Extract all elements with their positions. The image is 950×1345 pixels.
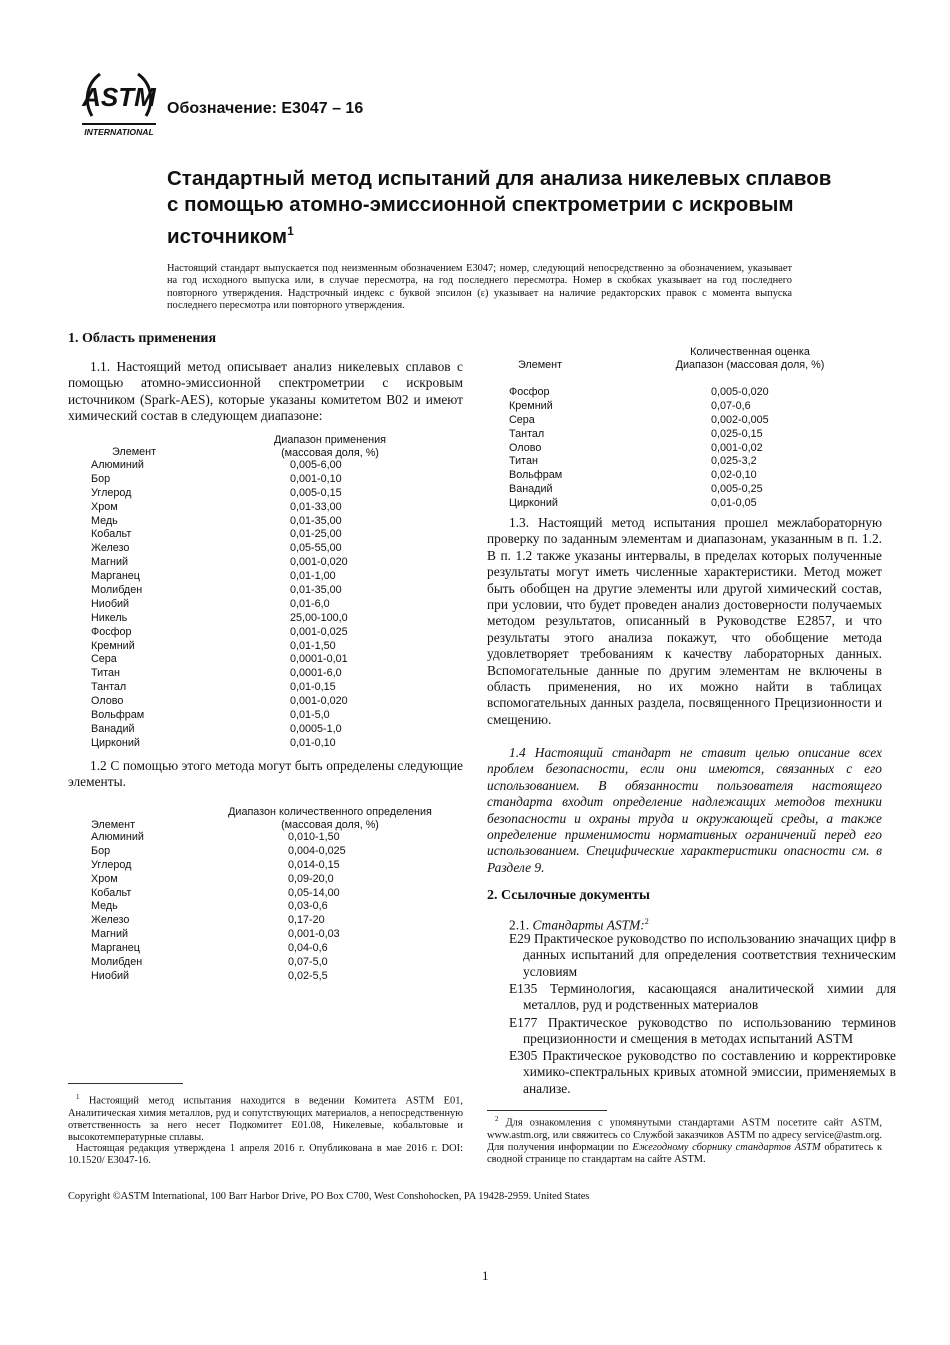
mass-fraction-range: 0,001-0,02 <box>711 441 763 454</box>
table-row <box>91 667 391 681</box>
mass-fraction-range: 0,014-0,15 <box>288 858 340 871</box>
mass-fraction-range: 0,01-5,0 <box>290 709 330 722</box>
element-name: Кобальт <box>91 886 132 899</box>
element-name: Кремний <box>509 399 553 412</box>
table-row <box>91 653 391 667</box>
mass-fraction-range: 0,01-35,00 <box>290 514 342 527</box>
table-row <box>91 914 391 928</box>
paragraph-1-2: 1.2 С помощью этого метода могут быть определены следующие элементы. <box>68 758 463 790</box>
table-row <box>91 473 391 487</box>
table2-col-range-line2: (массовая доля, %) <box>281 818 379 831</box>
element-name: Фосфор <box>91 625 132 638</box>
mass-fraction-range: 0,001-0,020 <box>290 556 348 569</box>
mass-fraction-range: 0,07-0,6 <box>711 399 751 412</box>
mass-fraction-range: 0,03-0,6 <box>288 900 328 913</box>
table-row <box>509 414 809 428</box>
mass-fraction-range: 0,001-0,020 <box>290 695 348 708</box>
element-name: Магний <box>91 556 129 569</box>
table-row <box>509 469 809 483</box>
copyright-line: Copyright ©ASTM International, 100 Barr Harbor Drive, PO Box C700, West Conshohocken, PA 19428-2959. United States <box>68 1191 590 1202</box>
p2-1-italic: Стандарты ASTM: <box>532 917 645 933</box>
mass-fraction-range: 0,005-0,25 <box>711 483 763 496</box>
element-name: Молибден <box>91 584 143 597</box>
table-row <box>91 598 391 612</box>
element-name: Титан <box>91 667 120 680</box>
mass-fraction-range: 0,01-0,10 <box>290 736 336 749</box>
element-name: Вольфрам <box>509 469 563 482</box>
mass-fraction-range: 0,01-1,00 <box>290 570 336 583</box>
footnote-2-text: Для ознакомления с упомянутыми стандартами ASTM посетите сайт ASTM, www.astm.org, или свяжитесь со Службой заказчиков ASTM по адресу service@astm.org. Для получения информации по <box>487 1117 882 1153</box>
title-footnote-mark: 1 <box>287 224 294 238</box>
footnote-rule-right <box>487 1110 607 1111</box>
astm-logo <box>78 62 160 142</box>
mass-fraction-range: 0,005-0,020 <box>711 386 769 398</box>
element-name: Хром <box>91 872 118 885</box>
table3-col-element: Элемент <box>518 359 563 371</box>
element-name: Никель <box>91 611 128 624</box>
table-row <box>91 459 391 473</box>
element-name: Железо <box>91 542 130 555</box>
table-row <box>91 970 391 984</box>
mass-fraction-range: 0,05-14,00 <box>288 886 340 899</box>
element-name: Хром <box>91 500 118 513</box>
table-row <box>91 570 391 584</box>
element-name: Молибден <box>91 956 143 969</box>
mass-fraction-range: 25,00-100,0 <box>290 611 348 624</box>
table-row <box>91 542 391 556</box>
mass-fraction-range: 0,01-33,00 <box>290 500 342 513</box>
footnote-2 <box>487 1113 882 1166</box>
table-row <box>509 455 809 469</box>
element-name: Цирконий <box>91 736 140 749</box>
element-name: Алюминий <box>91 459 144 471</box>
table-row <box>91 681 391 695</box>
mass-fraction-range: 0,005-0,15 <box>290 486 342 499</box>
element-name: Магний <box>91 928 129 941</box>
table-row <box>91 515 391 529</box>
table2-col-element: Элемент <box>91 819 136 831</box>
table-row <box>91 584 391 598</box>
element-name: Тантал <box>91 681 127 694</box>
table-row <box>509 428 809 442</box>
mass-fraction-range: 0,010-1,50 <box>288 831 340 843</box>
mass-fraction-range: 0,01-25,00 <box>290 528 342 541</box>
table-row <box>509 483 809 497</box>
reference-e135: E135 Терминология, касающаяся аналитической химии для металлов, руд и родственных материалов <box>509 981 896 1013</box>
table-row <box>91 723 391 737</box>
element-name: Цирконий <box>509 497 558 510</box>
standard-notice: Настоящий стандарт выпускается под неизменным обозначением E3047; номер, следующий непосредственно за обозначением, указывает на год исходного выпуска или, в случае пересмотра, на год последнего пересмотра. Номер в скобках указывает на год последнего повторного утверждения. Надстрочный индекс с буквой эпсилон (ε) указывает на наличие редакторских правок с момента выпуска последнего пересмотра или повторного утверждения. <box>167 263 792 311</box>
element-name: Бор <box>91 472 111 485</box>
mass-fraction-range: 0,01-1,50 <box>290 639 336 652</box>
element-name: Железо <box>91 914 130 927</box>
mass-fraction-range: 0,09-20,0 <box>288 872 334 885</box>
element-name: Алюминий <box>91 831 144 843</box>
table-row <box>91 626 391 640</box>
footnote-1-edition: Настоящая редакция утверждена 1 апреля 2016 г. Опубликована в мае 2016 г. DOI: 10.1520/ E3047-16. <box>68 1143 463 1167</box>
table2-rows <box>91 831 391 984</box>
section-1-heading: 1. Область применения <box>68 331 217 346</box>
mass-fraction-range: 0,04-0,6 <box>288 942 328 955</box>
p2-1-footnote-mark: 2 <box>644 917 649 926</box>
mass-fraction-range: 0,05-55,00 <box>290 542 342 555</box>
mass-fraction-range: 0,17-20 <box>288 914 325 927</box>
reference-e29: E29 Практическое руководство по использованию значащих цифр в данных испытаний для определения соответствия техническим условиям <box>509 931 896 979</box>
reference-e305: E305 Практическое руководство по составлению и корректировке химико-спектральных кривых атомной эмиссии, применяемых в анализе. <box>509 1048 896 1096</box>
element-name: Титан <box>509 455 538 468</box>
p2-1-prefix: 2.1. <box>509 917 533 933</box>
table-row <box>91 501 391 515</box>
table-row <box>91 942 391 956</box>
table-row <box>509 497 809 511</box>
footnote-2-italic: Ежегодному сборнику стандартов ASTM <box>632 1141 821 1153</box>
table-row <box>91 528 391 542</box>
mass-fraction-range: 0,004-0,025 <box>288 844 346 857</box>
element-name: Тантал <box>509 427 545 440</box>
table-row <box>91 845 391 859</box>
mass-fraction-range: 0,005-6,00 <box>290 459 342 471</box>
element-name: Ванадий <box>509 483 553 496</box>
table2-col-range <box>225 806 435 831</box>
element-name: Олово <box>91 695 124 708</box>
astm-logo-mark <box>78 62 160 142</box>
table-row <box>509 386 809 400</box>
mass-fraction-range: 0,0005-1,0 <box>290 722 342 735</box>
table-row <box>91 612 391 626</box>
table-row <box>91 556 391 570</box>
element-name: Сера <box>91 653 117 666</box>
element-name: Углерод <box>91 858 132 871</box>
table2-col-range-line1: Диапазон количественного определения <box>228 806 432 818</box>
footnote-rule-left <box>68 1083 183 1084</box>
table-row <box>509 400 809 414</box>
paragraph-1-3: 1.3. Настоящий метод испытания прошел межлабораторную проверку по заданным элементам и диапазонам, указанным в п. 1.2. В п. 1.2 также указаны интервалы, в пределах которых полученные результаты могут иметь численные характеристики. Метод может быть обобщен на другие элементы или другой химический состав, при условии, что будет проведен анализ достоверности получаемых методом результатов, описанный в Руководстве E2857, и что результаты этого анализа покажут, что обобщение метода удовлетворяет требованиям к качеству лабораторных данных. Вспомогательные данные по другим элементам не включены в область применения, но их можно найти в таблицах вспомогательных данных раздела, посвященного Прецизионности и смещению. <box>487 515 882 727</box>
mass-fraction-range: 0,001-0,03 <box>288 928 340 941</box>
mass-fraction-range: 0,01-6,0 <box>290 597 330 610</box>
mass-fraction-range: 0,025-3,2 <box>711 455 757 468</box>
table1-rows <box>91 459 391 751</box>
table3-col-range-line1: Количественная оценка <box>690 346 810 358</box>
footnote-1-text: Настоящий метод испытания находится в ведении Комитета ASTM E01, Аналитическая химия металлов, руд и сопутствующих материалов, а непосредственную ответственность за него несет Подкомитет E01.08, Никелевые, кобальтовые и высокотемпературные сплавы. <box>68 1095 463 1144</box>
mass-fraction-range: 0,07-5,0 <box>288 956 328 969</box>
mass-fraction-range: 0,025-0,15 <box>711 427 763 440</box>
table-row <box>91 887 391 901</box>
paragraph-1-1: 1.1. Настоящий метод описывает анализ никелевых сплавов с помощью атомно-эмиссионной спектрометрии с искровым источником (Spark-AES), которые указаны комитетом B02 и имеют химический состав в следующем диапазоне: <box>68 359 463 424</box>
table1-col-range-line1: Диапазон применения <box>274 434 386 446</box>
element-name: Марганец <box>91 942 140 955</box>
designation: Обозначение: E3047 – 16 <box>167 100 364 117</box>
table1-col-range <box>250 434 410 459</box>
table-row <box>91 695 391 709</box>
mass-fraction-range: 0,0001-0,01 <box>290 653 348 666</box>
element-name: Углерод <box>91 486 132 499</box>
table-row <box>91 487 391 501</box>
footnote-1-mark: 1 <box>76 1093 80 1101</box>
mass-fraction-range: 0,001-0,10 <box>290 472 342 485</box>
table3-col-range <box>660 346 840 371</box>
table-row <box>91 737 391 751</box>
logo-subtext: INTERNATIONAL <box>84 127 154 137</box>
table-row <box>509 442 809 456</box>
element-name: Кобальт <box>91 528 132 541</box>
reference-e177: E177 Практическое руководство по использованию терминов прецизионности и смещения в методах испытаний ASTM <box>509 1015 896 1047</box>
element-name: Олово <box>509 441 542 454</box>
table-row <box>91 859 391 873</box>
page-number: 1 <box>482 1268 489 1283</box>
table-row <box>91 709 391 723</box>
table-row <box>91 956 391 970</box>
table1-col-range-line2: (массовая доля, %) <box>281 446 379 459</box>
table1-col-element: Элемент <box>112 446 157 458</box>
footnote-1 <box>68 1091 463 1144</box>
mass-fraction-range: 0,002-0,005 <box>711 413 769 426</box>
document-title <box>167 166 847 250</box>
element-name: Вольфрам <box>91 709 145 722</box>
footnote-2-mark: 2 <box>495 1115 499 1123</box>
element-name: Сера <box>509 413 535 426</box>
mass-fraction-range: 0,01-0,15 <box>290 681 336 694</box>
paragraph-1-4: 1.4 Настоящий стандарт не ставит целью описание всех проблем безопасности, если они имеются, связанных с его использованием. В обязанности пользователя настоящего стандарта входит определение надлежащих методов техники безопасности и охраны труда и окружающей среды, а также определение применимости нормативных ограничений перед его использованием. Специфические характеристики опасности см. в Разделе 9. <box>487 745 882 875</box>
mass-fraction-range: 0,01-0,05 <box>711 497 757 510</box>
element-name: Ниобий <box>91 597 130 610</box>
table3-col-range-line2: Диапазон (массовая доля, %) <box>675 358 825 371</box>
mass-fraction-range: 0,001-0,025 <box>290 625 348 638</box>
mass-fraction-range: 0,0001-6,0 <box>290 667 342 680</box>
element-name: Бор <box>91 844 111 857</box>
mass-fraction-range: 0,02-0,10 <box>711 469 757 482</box>
table-row <box>91 900 391 914</box>
table3-rows <box>509 386 809 511</box>
element-name: Медь <box>91 900 118 913</box>
section-2-heading: 2. Ссылочные документы <box>487 888 650 903</box>
table-row <box>91 640 391 654</box>
table-row <box>91 873 391 887</box>
element-name: Ванадий <box>91 722 135 735</box>
mass-fraction-range: 0,02-5,5 <box>288 969 328 982</box>
footnote-2-tail: обратитесь к сводной странице по стандартам на сайте ASTM. <box>487 1141 882 1166</box>
logo-letters: ASTM <box>82 82 156 112</box>
element-name: Медь <box>91 514 118 527</box>
element-name: Фосфор <box>509 386 550 398</box>
title-text: Стандартный метод испытаний для анализа никелевых сплавов с помощью атомно-эмиссионной спектрометрии с искровым источником <box>167 167 832 248</box>
table-row <box>91 928 391 942</box>
element-name: Ниобий <box>91 969 130 982</box>
element-name: Кремний <box>91 639 135 652</box>
mass-fraction-range: 0,01-35,00 <box>290 584 342 597</box>
element-name: Марганец <box>91 570 140 583</box>
table-row <box>91 831 391 845</box>
